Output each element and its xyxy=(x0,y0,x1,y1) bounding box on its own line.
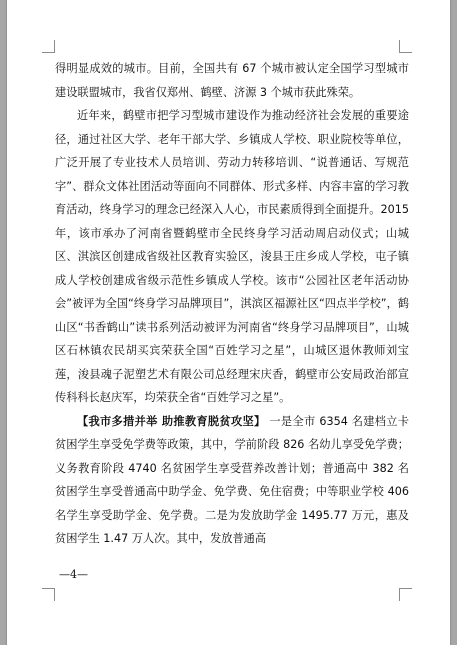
page-number: —4— xyxy=(59,568,88,581)
paragraph-education-poverty xyxy=(55,410,409,551)
paragraph-text: 近年来，鹤壁市把学习型城市建设作为推动经济社会发展的重要途径，通过社区大学、老年干部大学、乡镇成人学校、职业院校等单位，广泛开展了专业技术人员培训、劳动力转移培训、“说普通话、写规范字”、群众文体社团活动等面向不同群体、形式多样、内容丰富的学习教育活动，终身学习的理念已经深入人心，市民素质得到全面提升。2015 年，该市承办了河南省暨鹤壁市全民终身学习活动周启动仪式；山城区、淇滨区创建成省级社区教育实验区，浚县王庄乡成人学校，屯子镇成人学校创建成省级示范性乡镇成人学校。该市“公园社区老年活动协会”被评为全国“终身学习品牌项目”，淇滨区福源社区“四点半学校”，鹤山区“书香鹤山”读书系列活动被评为河南省“终身学习品牌项目”，山城区石林镇农民胡买宾荣获全国“百姓学习之星”，山城区退休教师刘宝莲，浚县魂子泥塑艺术有限公司总经理宋庆香，鹤壁市公安局政治部宣传科科长赵庆军，均荣获全省“百姓学习之星”。 xyxy=(55,109,409,404)
margin-mark-bottom-left xyxy=(42,588,55,601)
margin-mark-top-right xyxy=(399,40,412,53)
paragraph-text: 得明显成效的城市。目前，全国共有 67 个城市被认定全国学习型城市建设联盟城市，我省仅郑州、鹤壁、济源 3 个城市获此殊荣。 xyxy=(55,62,409,99)
body-text xyxy=(55,57,409,551)
section-heading: 【我市多措并举 助推教育脱贫攻坚】 xyxy=(77,414,266,428)
paragraph-continuation xyxy=(55,57,409,104)
paragraph-learning-city xyxy=(55,104,409,410)
margin-mark-bottom-right xyxy=(399,588,412,601)
margin-mark-top-left xyxy=(42,40,55,53)
document-page xyxy=(7,0,450,645)
paragraph-text: 一是全市 6354 名建档立卡贫困学生享受免学费等政策，其中，学前阶段 826 名幼儿享受免学费；义务教育阶段 4740 名贫困学生享受营养改善计划；普通高中 382 名贫困学生享受普通高中助学金、免学费、免住宿费；中等职业学校 406 名学生享受助学金、免学费。二是为发放助学金 1495.77 万元，惠及贫困学生 1.47 万人次。其中，发放普通高 xyxy=(55,414,409,545)
